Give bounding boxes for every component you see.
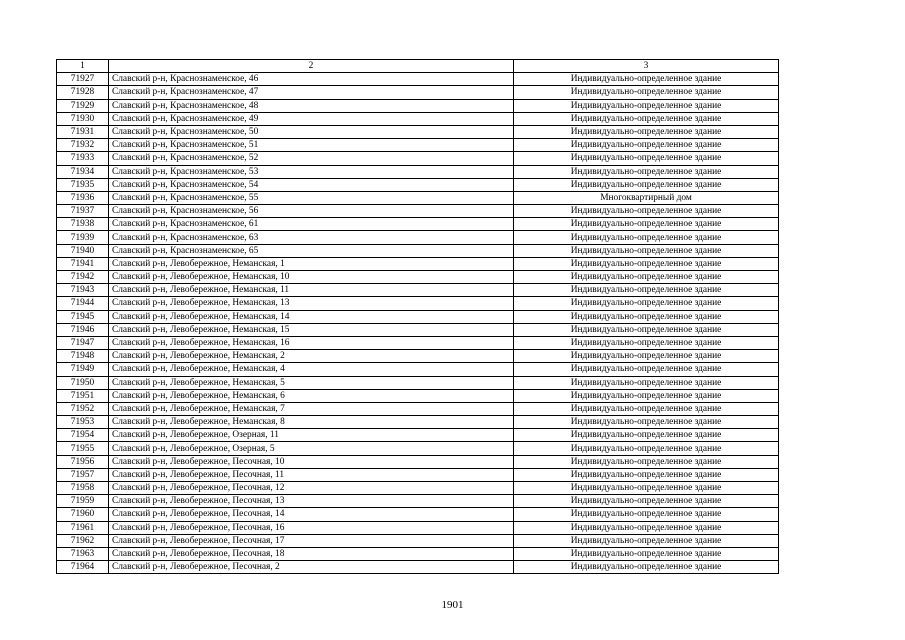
- table-row: [57, 271, 779, 284]
- table-row: [57, 455, 779, 468]
- table-row: [57, 310, 779, 323]
- table-row: [57, 336, 779, 349]
- table-row: [57, 429, 779, 442]
- object-type-cell: Индивидуально-определенное здание: [514, 86, 779, 99]
- object-type-cell: Индивидуально-определенное здание: [514, 363, 779, 376]
- object-type-cell: Индивидуально-определенное здание: [514, 218, 779, 231]
- address-cell: Славский р-н, Левобережное, Неманская, 7: [109, 402, 514, 415]
- row-number-cell: 71950: [57, 376, 109, 389]
- row-number-cell: 71953: [57, 416, 109, 429]
- table-row: [57, 363, 779, 376]
- object-type-cell: Индивидуально-определенное здание: [514, 508, 779, 521]
- object-type-cell: Индивидуально-определенное здание: [514, 99, 779, 112]
- row-number-cell: 71943: [57, 284, 109, 297]
- registry-table: [56, 59, 779, 574]
- row-number-cell: 71962: [57, 534, 109, 547]
- table-row: [57, 323, 779, 336]
- object-type-cell: Индивидуально-определенное здание: [514, 73, 779, 86]
- address-cell: Славский р-н, Краснознаменское, 49: [109, 112, 514, 125]
- object-type-cell: Индивидуально-определенное здание: [514, 205, 779, 218]
- object-type-cell: Индивидуально-определенное здание: [514, 389, 779, 402]
- table-row: [57, 86, 779, 99]
- row-number-cell: 71949: [57, 363, 109, 376]
- row-number-cell: 71944: [57, 297, 109, 310]
- object-type-cell: Индивидуально-определенное здание: [514, 534, 779, 547]
- row-number-cell: 71960: [57, 508, 109, 521]
- address-cell: Славский р-н, Левобережное, Песочная, 16: [109, 521, 514, 534]
- table-row: [57, 350, 779, 363]
- object-type-cell: Индивидуально-определенное здание: [514, 429, 779, 442]
- object-type-cell: Индивидуально-определенное здание: [514, 350, 779, 363]
- table-row: [57, 218, 779, 231]
- object-type-cell: Индивидуально-определенное здание: [514, 323, 779, 336]
- address-cell: Славский р-н, Краснознаменское, 48: [109, 99, 514, 112]
- address-cell: Славский р-н, Левобережное, Неманская, 5: [109, 376, 514, 389]
- header-col-2: 2: [109, 60, 514, 73]
- object-type-cell: Индивидуально-определенное здание: [514, 561, 779, 574]
- address-cell: Славский р-н, Левобережное, Песочная, 10: [109, 455, 514, 468]
- table-row: [57, 244, 779, 257]
- address-cell: Славский р-н, Левобережное, Неманская, 14: [109, 310, 514, 323]
- object-type-cell: Индивидуально-определенное здание: [514, 178, 779, 191]
- table-row: [57, 125, 779, 138]
- row-number-cell: 71937: [57, 205, 109, 218]
- table-row: [57, 297, 779, 310]
- object-type-cell: Индивидуально-определенное здание: [514, 152, 779, 165]
- row-number-cell: 71936: [57, 191, 109, 204]
- table-row: [57, 73, 779, 86]
- table-row: [57, 165, 779, 178]
- object-type-cell: Индивидуально-определенное здание: [514, 547, 779, 560]
- table-row: [57, 284, 779, 297]
- table-row: [57, 561, 779, 574]
- object-type-cell: Индивидуально-определенное здание: [514, 165, 779, 178]
- address-cell: Славский р-н, Краснознаменское, 47: [109, 86, 514, 99]
- row-number-cell: 71951: [57, 389, 109, 402]
- row-number-cell: 71939: [57, 231, 109, 244]
- row-number-cell: 71963: [57, 547, 109, 560]
- object-type-cell: Индивидуально-определенное здание: [514, 416, 779, 429]
- object-type-cell: Индивидуально-определенное здание: [514, 125, 779, 138]
- row-number-cell: 71952: [57, 402, 109, 415]
- table-row: [57, 468, 779, 481]
- object-type-cell: Индивидуально-определенное здание: [514, 244, 779, 257]
- row-number-cell: 71940: [57, 244, 109, 257]
- address-cell: Славский р-н, Левобережное, Озерная, 11: [109, 429, 514, 442]
- object-type-cell: Индивидуально-определенное здание: [514, 442, 779, 455]
- row-number-cell: 71946: [57, 323, 109, 336]
- address-cell: Славский р-н, Левобережное, Песочная, 14: [109, 508, 514, 521]
- address-cell: Славский р-н, Левобережное, Неманская, 2: [109, 350, 514, 363]
- address-cell: Славский р-н, Левобережное, Неманская, 15: [109, 323, 514, 336]
- address-cell: Славский р-н, Краснознаменское, 65: [109, 244, 514, 257]
- table-row: [57, 178, 779, 191]
- row-number-cell: 71959: [57, 495, 109, 508]
- address-cell: Славский р-н, Левобережное, Песочная, 13: [109, 495, 514, 508]
- object-type-cell: Индивидуально-определенное здание: [514, 139, 779, 152]
- address-cell: Славский р-н, Левобережное, Озерная, 5: [109, 442, 514, 455]
- row-number-cell: 71932: [57, 139, 109, 152]
- table-row: [57, 99, 779, 112]
- object-type-cell: Индивидуально-определенное здание: [514, 231, 779, 244]
- table-row: [57, 508, 779, 521]
- address-cell: Славский р-н, Левобережное, Неманская, 13: [109, 297, 514, 310]
- row-number-cell: 71954: [57, 429, 109, 442]
- table-row: [57, 152, 779, 165]
- address-cell: Славский р-н, Краснознаменское, 53: [109, 165, 514, 178]
- table-row: [57, 521, 779, 534]
- row-number-cell: 71956: [57, 455, 109, 468]
- address-cell: Славский р-н, Левобережное, Неманская, 11: [109, 284, 514, 297]
- address-cell: Славский р-н, Краснознаменское, 55: [109, 191, 514, 204]
- table-row: [57, 376, 779, 389]
- table-row: [57, 482, 779, 495]
- address-cell: Славский р-н, Левобережное, Неманская, 8: [109, 416, 514, 429]
- table-row: [57, 389, 779, 402]
- address-cell: Славский р-н, Левобережное, Неманская, 10: [109, 271, 514, 284]
- row-number-cell: 71930: [57, 112, 109, 125]
- header-col-1: 1: [57, 60, 109, 73]
- object-type-cell: Индивидуально-определенное здание: [514, 336, 779, 349]
- row-number-cell: 71931: [57, 125, 109, 138]
- row-number-cell: 71955: [57, 442, 109, 455]
- object-type-cell: Индивидуально-определенное здание: [514, 455, 779, 468]
- row-number-cell: 71964: [57, 561, 109, 574]
- object-type-cell: Индивидуально-определенное здание: [514, 310, 779, 323]
- table-row: [57, 231, 779, 244]
- row-number-cell: 71957: [57, 468, 109, 481]
- address-cell: Славский р-н, Краснознаменское, 54: [109, 178, 514, 191]
- table-row: [57, 205, 779, 218]
- object-type-cell: Индивидуально-определенное здание: [514, 482, 779, 495]
- address-cell: Славский р-н, Краснознаменское, 51: [109, 139, 514, 152]
- row-number-cell: 71928: [57, 86, 109, 99]
- header-col-3: 3: [514, 60, 779, 73]
- object-type-cell: Индивидуально-определенное здание: [514, 521, 779, 534]
- address-cell: Славский р-н, Краснознаменское, 61: [109, 218, 514, 231]
- address-cell: Славский р-н, Левобережное, Неманская, 6: [109, 389, 514, 402]
- table-row: [57, 139, 779, 152]
- row-number-cell: 71947: [57, 336, 109, 349]
- address-cell: Славский р-н, Левобережное, Песочная, 11: [109, 468, 514, 481]
- page-number: 1901: [441, 599, 464, 611]
- row-number-cell: 71945: [57, 310, 109, 323]
- row-number-cell: 71948: [57, 350, 109, 363]
- address-cell: Славский р-н, Левобережное, Песочная, 2: [109, 561, 514, 574]
- address-cell: Славский р-н, Левобережное, Песочная, 12: [109, 482, 514, 495]
- address-cell: Славский р-н, Левобережное, Неманская, 16: [109, 336, 514, 349]
- table-row: [57, 534, 779, 547]
- table-row: [57, 191, 779, 204]
- row-number-cell: 71927: [57, 73, 109, 86]
- object-type-cell: Индивидуально-определенное здание: [514, 468, 779, 481]
- address-cell: Славский р-н, Краснознаменское, 50: [109, 125, 514, 138]
- row-number-cell: 71935: [57, 178, 109, 191]
- address-cell: Славский р-н, Краснознаменское, 56: [109, 205, 514, 218]
- row-number-cell: 71942: [57, 271, 109, 284]
- object-type-cell: Индивидуально-определенное здание: [514, 376, 779, 389]
- table-row: [57, 495, 779, 508]
- object-type-cell: Индивидуально-определенное здание: [514, 402, 779, 415]
- address-cell: Славский р-н, Краснознаменское, 46: [109, 73, 514, 86]
- table-row: [57, 402, 779, 415]
- table-row: [57, 416, 779, 429]
- row-number-cell: 71929: [57, 99, 109, 112]
- table-header-row: [57, 60, 779, 73]
- row-number-cell: 71933: [57, 152, 109, 165]
- row-number-cell: 71958: [57, 482, 109, 495]
- object-type-cell: Индивидуально-определенное здание: [514, 112, 779, 125]
- table-row: [57, 442, 779, 455]
- object-type-cell: Индивидуально-определенное здание: [514, 284, 779, 297]
- row-number-cell: 71941: [57, 257, 109, 270]
- address-cell: Славский р-н, Краснознаменское, 52: [109, 152, 514, 165]
- address-cell: Славский р-н, Левобережное, Неманская, 4: [109, 363, 514, 376]
- address-cell: Славский р-н, Левобережное, Песочная, 17: [109, 534, 514, 547]
- object-type-cell: Индивидуально-определенное здание: [514, 271, 779, 284]
- table-row: [57, 112, 779, 125]
- row-number-cell: 71961: [57, 521, 109, 534]
- object-type-cell: Многоквартирный дом: [514, 191, 779, 204]
- row-number-cell: 71934: [57, 165, 109, 178]
- address-cell: Славский р-н, Левобережное, Песочная, 18: [109, 547, 514, 560]
- row-number-cell: 71938: [57, 218, 109, 231]
- address-cell: Славский р-н, Краснознаменское, 63: [109, 231, 514, 244]
- table-row: [57, 257, 779, 270]
- object-type-cell: Индивидуально-определенное здание: [514, 297, 779, 310]
- table-row: [57, 547, 779, 560]
- address-cell: Славский р-н, Левобережное, Неманская, 1: [109, 257, 514, 270]
- object-type-cell: Индивидуально-определенное здание: [514, 257, 779, 270]
- object-type-cell: Индивидуально-определенное здание: [514, 495, 779, 508]
